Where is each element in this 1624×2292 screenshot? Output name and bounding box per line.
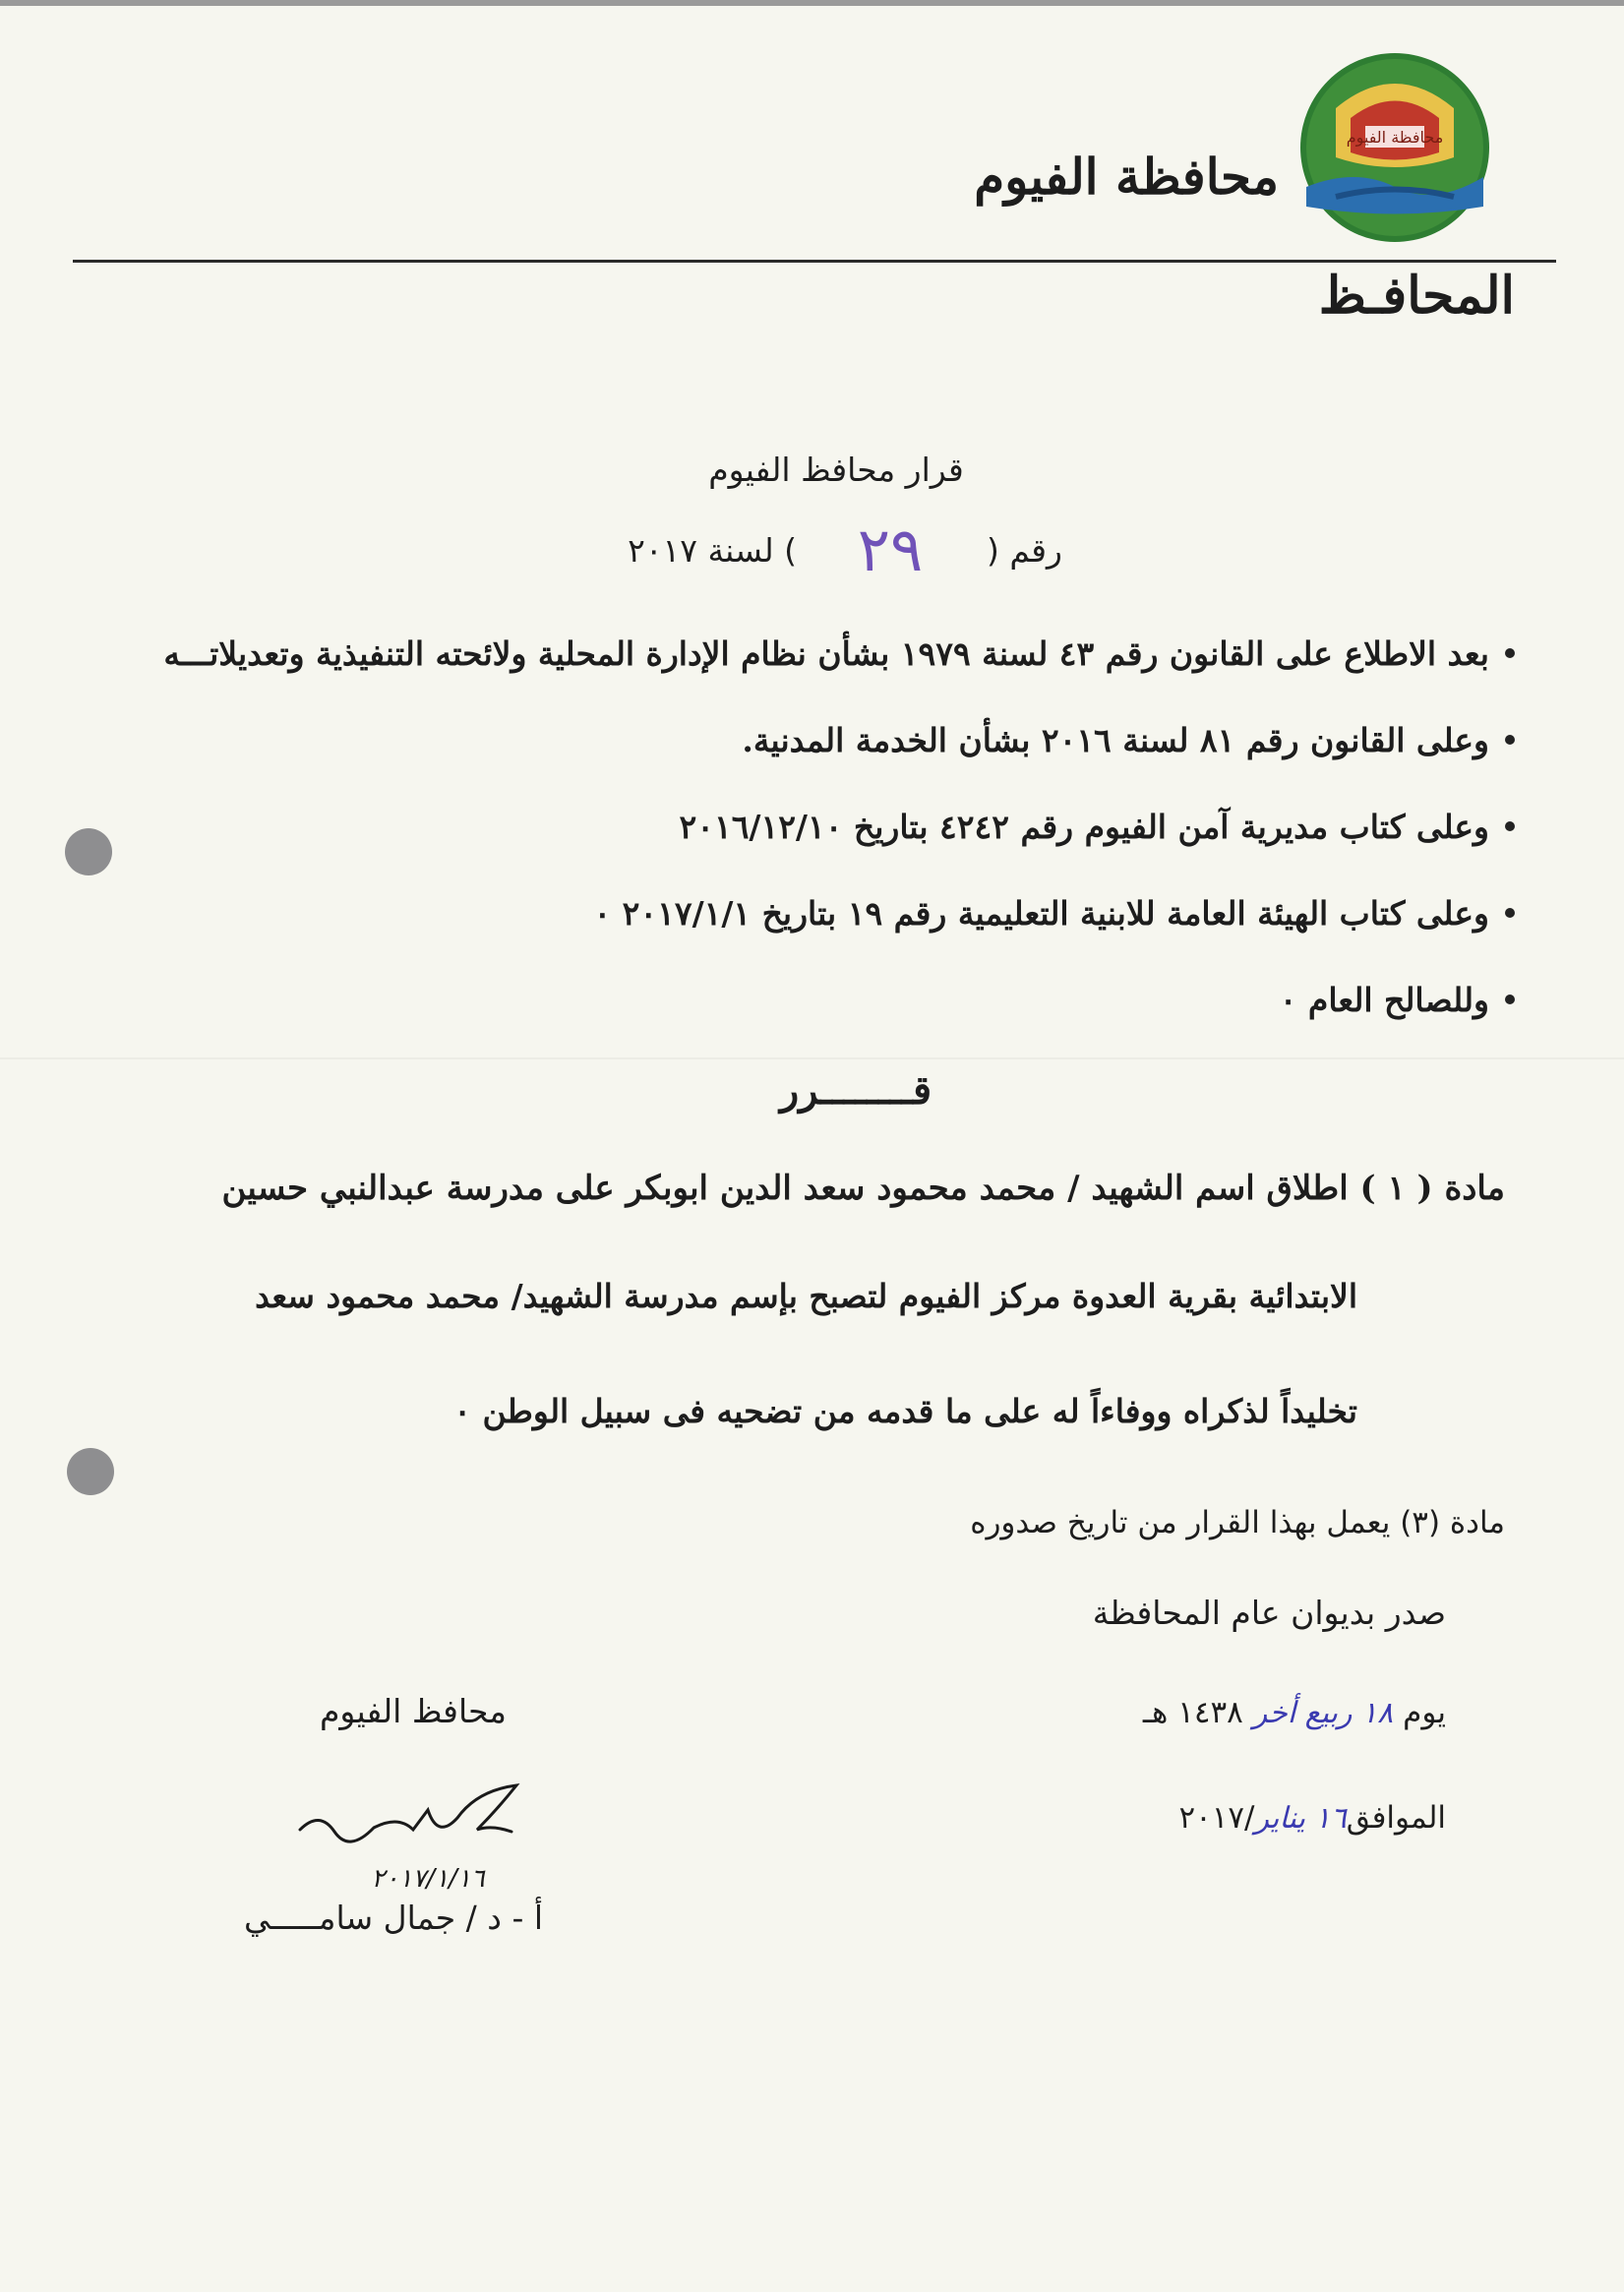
office-title: المحافـظ <box>1318 266 1515 326</box>
preamble-item <box>148 610 1515 696</box>
decree-year: ) لسنة ٢٠١٧ <box>628 531 797 570</box>
signatory-name: أ - د / جمال سامـــــي <box>243 1899 544 1937</box>
greg-handwritten: ١٦ يناير <box>1254 1801 1347 1836</box>
preamble-text: وللصالح العام ٠ <box>1279 980 1489 1019</box>
preamble-item <box>148 783 1515 870</box>
signatory-title: محافظ الفيوم <box>320 1692 507 1730</box>
article-1-line-3: تخليداً لذكراه ووفاءاً له على ما قدمه من تضحيه فى سبيل الوطن ٠ <box>453 1392 1357 1430</box>
punch-hole <box>67 1448 114 1495</box>
bullet-icon <box>1505 995 1515 1004</box>
hijri-year: ١٤٣٨ هـ <box>1142 1695 1243 1730</box>
article-1-line-1: مادة ( ١ ) اطلاق اسم الشهيد / محمد محمود سعد الدين ابوبكر على مدرسة عبدالنبي حسين <box>221 1169 1505 1208</box>
hijri-date <box>1082 1695 1446 1730</box>
day-label: يوم <box>1403 1695 1446 1730</box>
handwritten-signature <box>280 1771 536 1899</box>
governorate-logo <box>1296 49 1493 246</box>
hijri-handwritten: ١٨ ربيع أخر <box>1252 1696 1394 1730</box>
bullet-icon <box>1505 735 1515 745</box>
paper-fold-line <box>0 1057 1624 1059</box>
preamble-item <box>148 956 1515 1043</box>
preamble-item <box>148 696 1515 783</box>
preamble-text: وعلى القانون رقم ٨١ لسنة ٢٠١٦ بشأن الخدمة المدنية. <box>742 720 1489 759</box>
preamble-text: وعلى كتاب مديرية آمن الفيوم رقم ٤٢٤٢ بتاريخ ٢٠١٦/١٢/١٠ <box>679 807 1489 846</box>
gregorian-date <box>1082 1800 1446 1836</box>
greg-label: الموافق <box>1346 1800 1446 1836</box>
governorate-name: محافظة الفيوم <box>974 148 1279 206</box>
decided-heading: قــــــــرر <box>779 1067 932 1114</box>
issued-at: صدر بديوان عام المحافظة <box>1092 1594 1446 1632</box>
punch-hole <box>65 828 112 875</box>
page-top-edge <box>0 0 1624 6</box>
bullet-icon <box>1505 648 1515 658</box>
preamble-item <box>148 870 1515 956</box>
header-divider <box>73 260 1556 263</box>
bullet-icon <box>1505 821 1515 831</box>
article-1-line-2: الابتدائية بقرية العدوة مركز الفيوم لتصبح بإسم مدرسة الشهيد/ محمد محمود سعد <box>255 1277 1357 1315</box>
greg-year: /٢٠١٧ <box>1178 1800 1255 1836</box>
preamble-text: وعلى كتاب الهيئة العامة للابنية التعليمية رقم ١٩ بتاريخ ٢٠١٧/١/١ ٠ <box>593 893 1489 933</box>
preamble-text: بعد الاطلاع على القانون رقم ٤٣ لسنة ١٩٧٩ بشأن نظام الإدارة المحلية ولائحته التنفيذية وتعديلاتـــه <box>163 633 1489 673</box>
decree-number-handwritten: ٢٩ <box>857 513 924 585</box>
decree-number-label: رقم ( <box>986 531 1062 570</box>
logo-text: محافظة الفيوم <box>1346 128 1444 147</box>
decree-title: قرار محافظ الفيوم <box>708 451 964 489</box>
preamble-list <box>148 610 1515 1043</box>
bullet-icon <box>1505 908 1515 918</box>
signature-date: ٢٠١٧/١/١٦ <box>371 1864 485 1894</box>
article-2: مادة (٣) يعمل بهذا القرار من تاريخ صدوره <box>970 1505 1505 1540</box>
